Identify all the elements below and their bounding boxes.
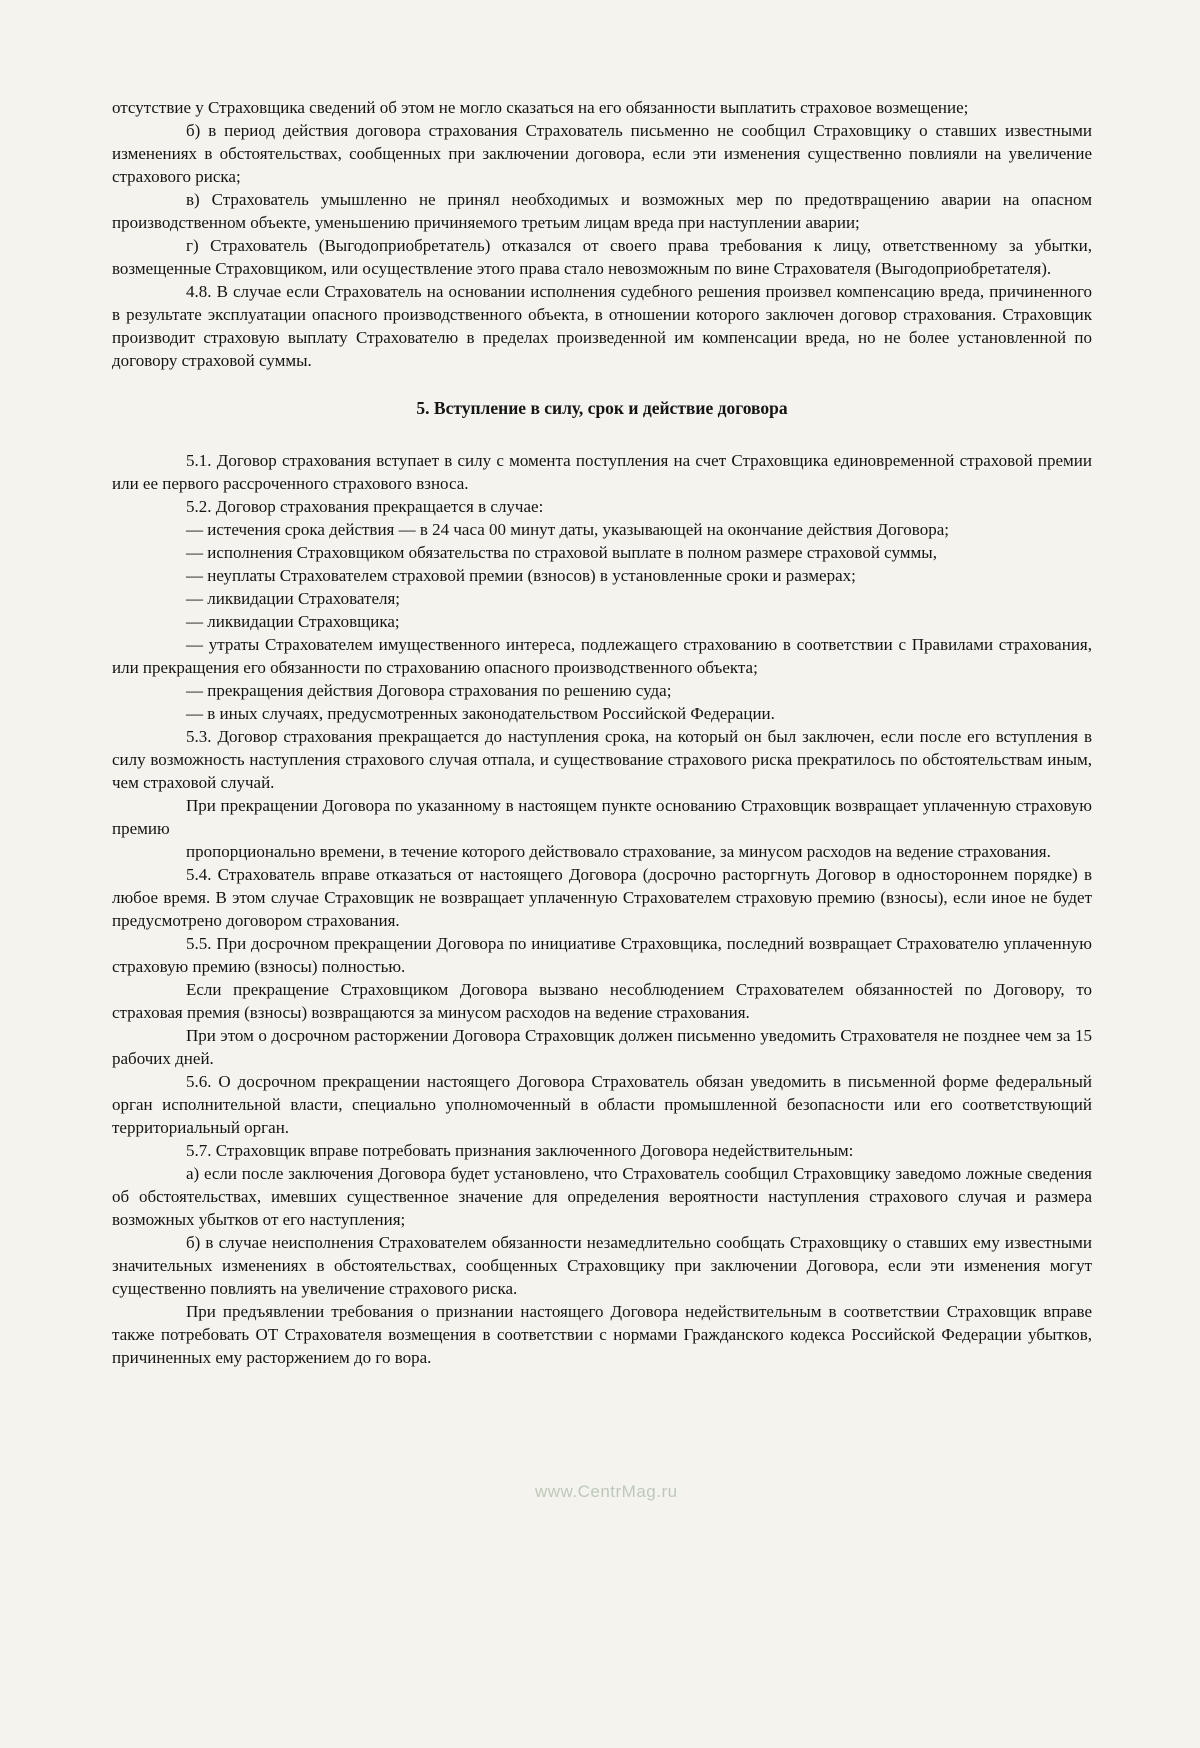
section-4-continuation <box>112 96 1092 372</box>
paragraph: — истечения срока действия — в 24 часа 00 минут даты, указывающей на окончание действия Договора; <box>186 520 949 539</box>
paragraph: 5.6. О досрочном прекращении настоящего Договора Страхователь обязан уведомить в письменной форме федеральный орган исполнительной власти, специально уполномоченный в области промышленной безопасности или его соответствующий территориальный орган. <box>112 1072 1092 1137</box>
paragraph: 5.2. Договор страхования прекращается в случае: <box>186 497 544 516</box>
paragraph: 4.8. В случае если Страхователь на основании исполнения судебного решения произвел компенсацию вреда, причиненного в результате эксплуатации опасного производственного объекта, в отношении которого заключен договор страхования. Страховщик производит страховую выплату Страхователю в пределах произведенной им компенсации вреда, но не более установленной по договору страховой суммы. <box>112 282 1092 370</box>
paragraph: — исполнения Страховщиком обязательства по страховой выплате в полном размере страховой суммы, <box>186 543 937 562</box>
paragraph: — неуплаты Страхователем страховой премии (взносов) в установленные сроки и размерах; <box>186 566 856 585</box>
paragraph: 5.7. Страховщик вправе потребовать признания заключенного Договора недействительным: <box>186 1141 854 1160</box>
paragraph: При этом о досрочном расторжении Договора Страховщик должен письменно уведомить Страхователя не позднее чем за 15 рабочих дней. <box>112 1026 1092 1068</box>
paragraph: 5.3. Договор страхования прекращается до наступления срока, на который он был заключен, если после его вступления в силу возможность наступления страхового случая отпала, и существование страхового риска прекратилось по обстоятельствам иным, чем страховой случай. <box>112 727 1092 792</box>
paragraph: 5.1. Договор страхования вступает в силу с момента поступления на счет Страховщика единовременной страховой премии или ее первого рассроченного страхового взноса. <box>112 451 1092 493</box>
section-5-heading: 5. Вступление в силу, срок и действие договора <box>416 398 788 418</box>
paragraph: б) в случае неисполнения Страхователем обязанности незамедлительно сообщать Страховщику о ставших ему известными значительных изменениях в обстоятельствах, сообщенных Страховщику при заключении Договора, если эти изменения могут существенно повлиять на увеличение страхового риска. <box>112 1233 1092 1298</box>
paragraph: пропорционально времени, в течение которого действовало страхование, за минусом расходов на ведение страхования. <box>186 842 1051 861</box>
paragraph: — в иных случаях, предусмотренных законодательством Российской Федерации. <box>186 704 775 723</box>
paragraph: При прекращении Договора по указанному в настоящем пункте основанию Страховщик возвращает уплаченную страховую премию <box>112 796 1092 838</box>
section-5-body <box>112 449 1092 1369</box>
paragraph: — прекращения действия Договора страхования по решению суда; <box>186 681 672 700</box>
watermark: www.CentrMag.ru <box>535 1482 678 1501</box>
paragraph: г) Страхователь (Выгодоприобретатель) отказался от своего права требования к лицу, ответственному за убытки, возмещенные Страховщиком, или осуществление этого права стало невозможным по вине Страхователя (Выгодоприобретателя). <box>112 236 1092 278</box>
paragraph: При предъявлении требования о признании настоящего Договора недействительным в соответствии Страховщик вправе также потребовать ОТ Страхователя возмещения в соответствии с нормами Гражданского кодекса Российской Федерации убытков, причиненных ему расторжением до го вора. <box>112 1302 1092 1367</box>
paragraph: — ликвидации Страховщика; <box>186 612 400 631</box>
paragraph: б) в период действия договора страхования Страхователь письменно не сообщил Страховщику о ставших известными изменениях в обстоятельствах, сообщенных при заключении договора, если эти изменения существенно повлияли на увеличение страхового риска; <box>112 121 1092 186</box>
paragraph: отсутствие у Страховщика сведений об этом не могло сказаться на его обязанности выплатить страховое возмещение; <box>112 98 969 117</box>
paragraph: в) Страхователь умышленно не принял необходимых и возможных мер по предотвращению аварии на опасном производственном объекте, уменьшению причиняемого третьим лицам вреда при наступлении аварии; <box>112 190 1092 232</box>
paragraph: 5.5. При досрочном прекращении Договора по инициативе Страховщика, последний возвращает Страхователю уплаченную страховую премию (взносы) полностью. <box>112 934 1092 976</box>
paragraph: — утраты Страхователем имущественного интереса, подлежащего страхованию в соответствии с Правилами страхования, или прекращения его обязанности по страхованию опасного производственного объекта; <box>112 635 1092 677</box>
paragraph: — ликвидации Страхователя; <box>186 589 401 608</box>
paragraph: 5.4. Страхователь вправе отказаться от настоящего Договора (досрочно расторгнуть Договор в одностороннем порядке) в любое время. В этом случае Страховщик не возвращает уплаченную Страхователем страховую премию (взносы), если иное не будет предусмотрено договором страхования. <box>112 865 1092 930</box>
paragraph: Если прекращение Страховщиком Договора вызвано несоблюдением Страхователем обязанностей по Договору, то страховая премия (взносы) возвращаются за минусом расходов на ведение страхования. <box>112 980 1092 1022</box>
paragraph: а) если после заключения Договора будет установлено, что Страхователь сообщил Страховщику заведомо ложные сведения об обстоятельствах, имевших существенное значение для определения вероятности наступления страхового случая и размера возможных убытков от его наступления; <box>112 1164 1092 1229</box>
